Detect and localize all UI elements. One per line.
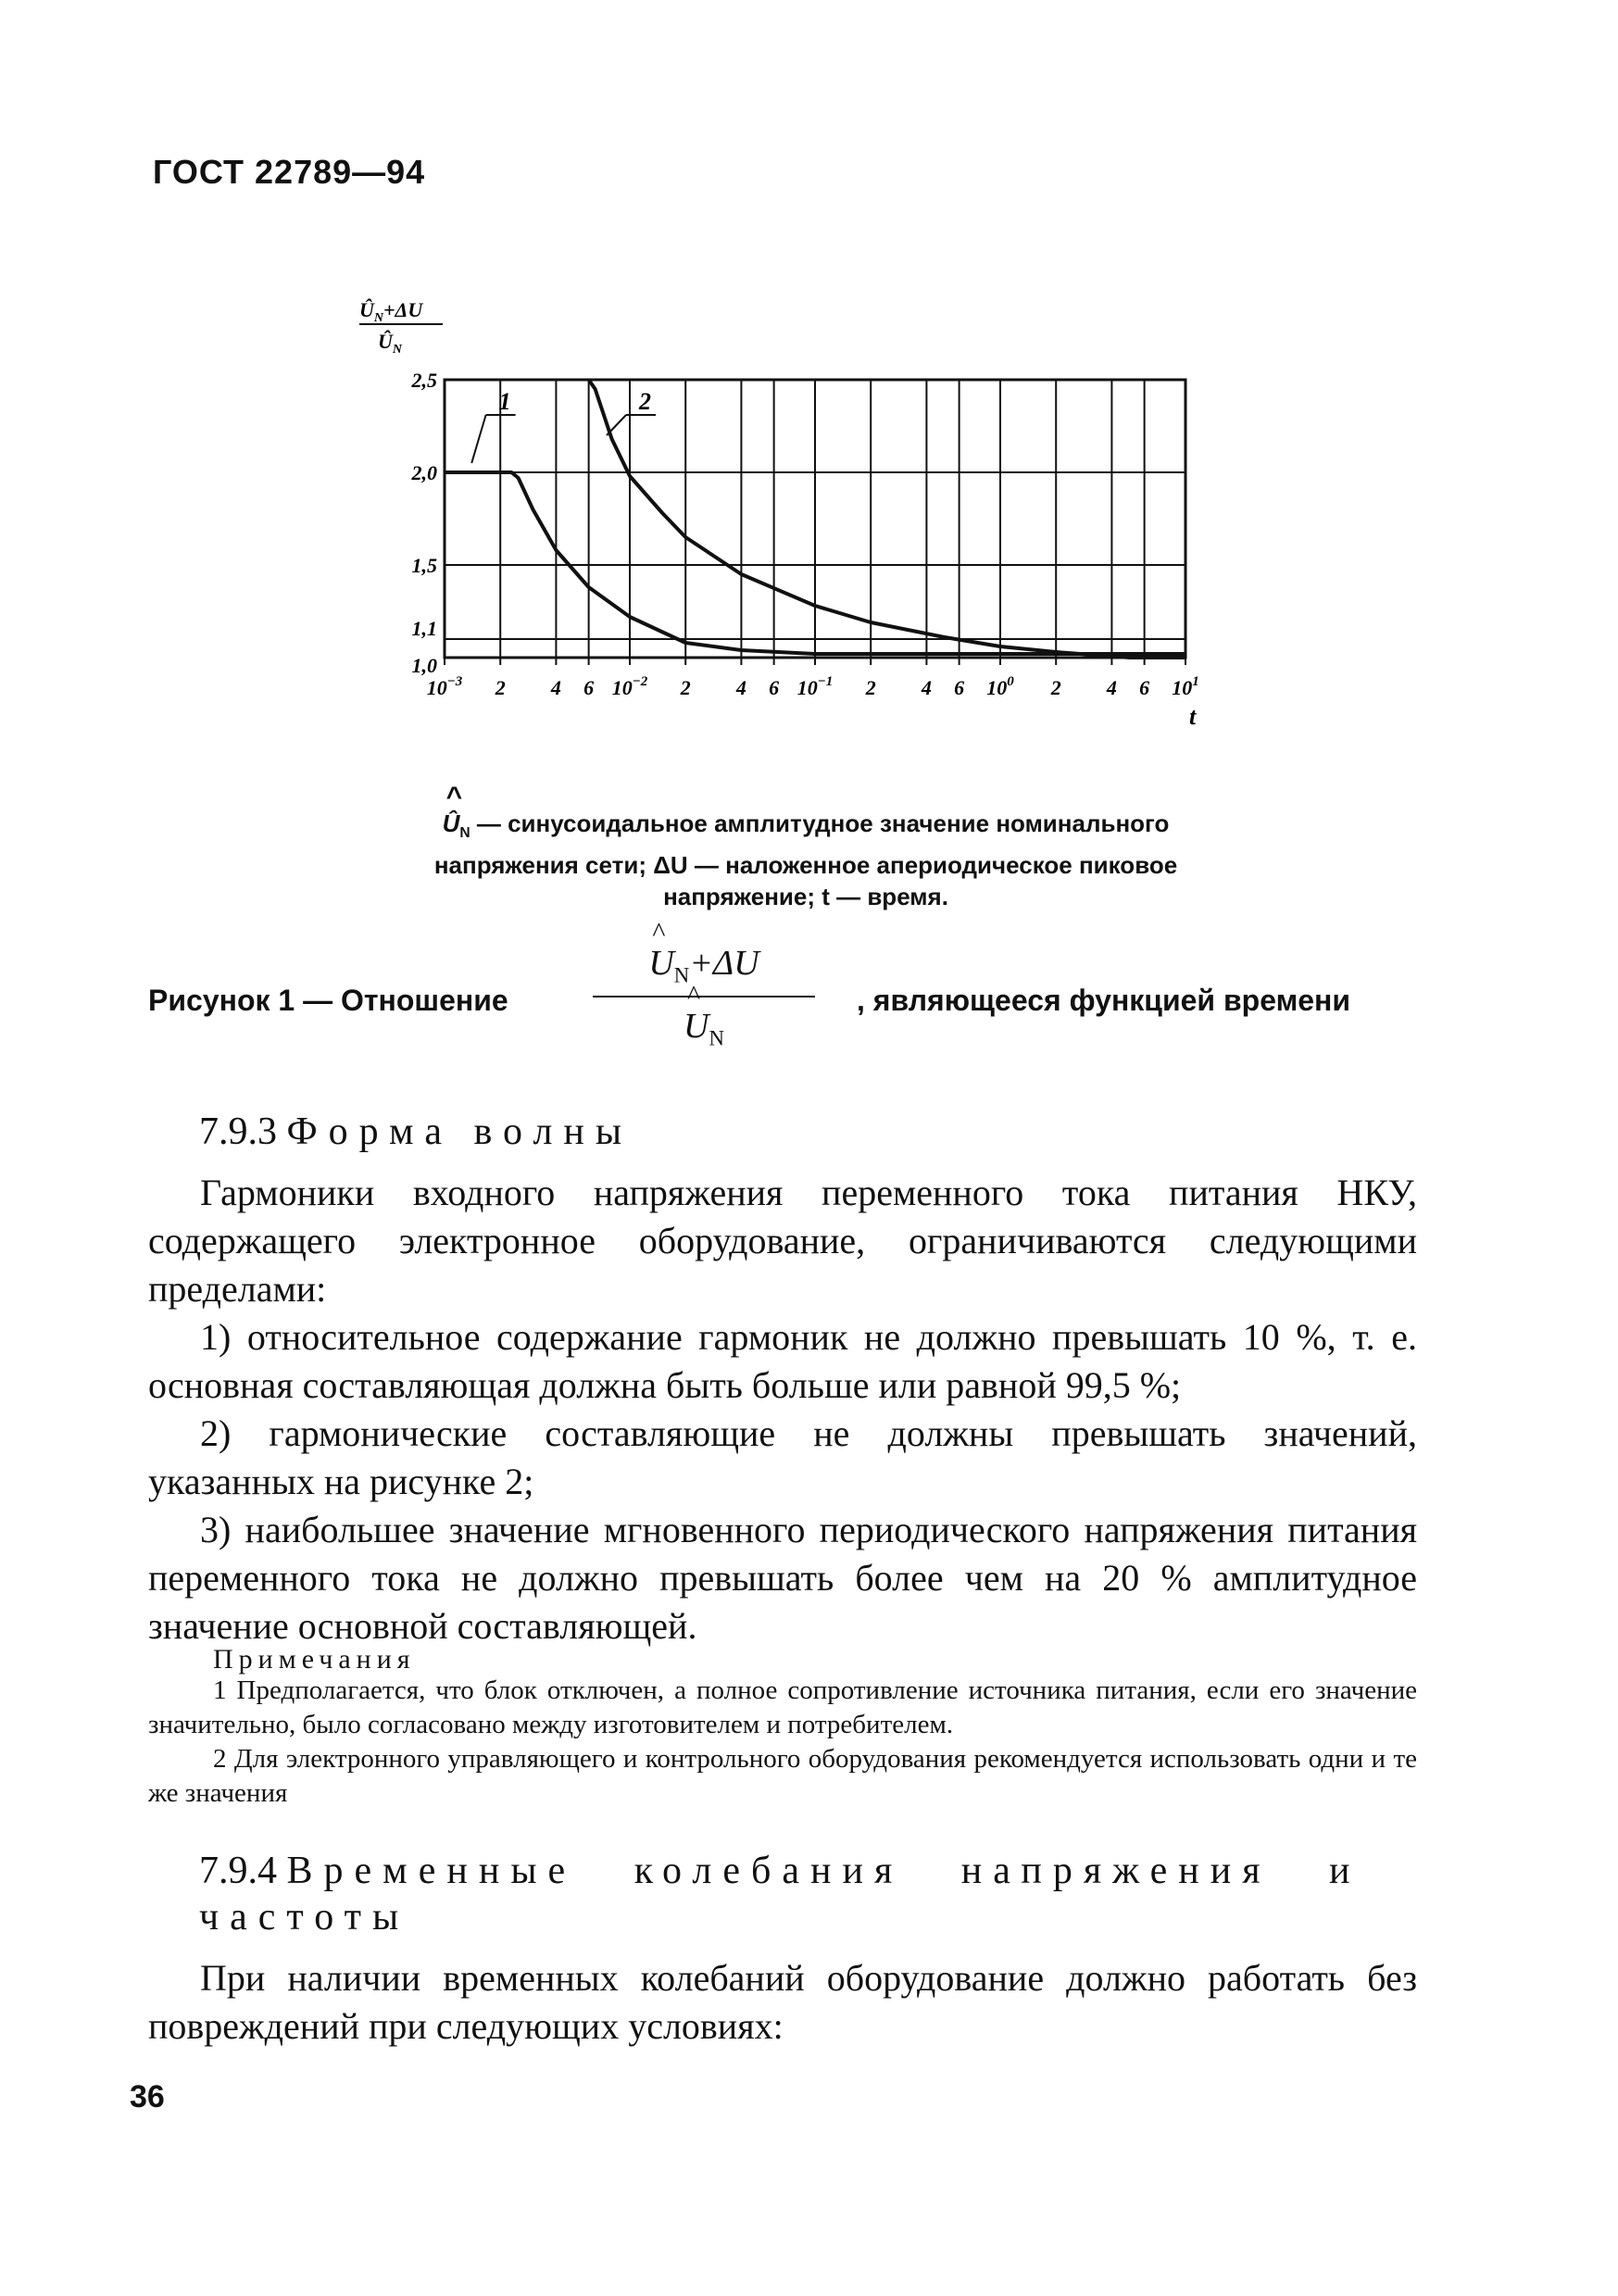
figure-legend-text <box>366 808 1246 912</box>
notes-body <box>148 1674 1417 1811</box>
figure-caption-suffix: , являющееся функцией времени <box>857 984 1351 1017</box>
document-header: ГОСТ 22789—94 <box>153 153 426 191</box>
y-axis-label <box>359 298 443 357</box>
series-2-leader <box>607 415 626 435</box>
figure-caption-fraction <box>556 935 852 1056</box>
x-tick-label: 4 <box>921 676 932 699</box>
x-tick-labels <box>427 674 1199 699</box>
section-heading-7-9-3 <box>199 1110 633 1154</box>
x-tick-label: 2 <box>1050 676 1061 699</box>
note-1: 1 Предполагается, что блок отключен, а полное сопротивление источника питания, если его значение значительно, было согласовано между изготовителем и потребителем. <box>148 1675 1417 1739</box>
voltage-ratio-chart <box>333 278 1260 778</box>
y-axis-label-denominator: $Û_N$ <box>378 330 403 357</box>
x-axis-label: t <box>1189 703 1197 730</box>
figure-legend-line-2: напряжения сети; ΔU — наложенное апериодическое пиковое <box>433 851 1178 880</box>
x-tick-label: $10^0$ <box>986 674 1014 699</box>
list-item-1: 1) относительное содержание гармоник не должно превышать 10 %, т. е. основная составляющая должна быть больше или равной 99,5 %; <box>148 1316 1417 1406</box>
paragraph-7-9-4: При наличии временных колебаний оборудование должно работать без повреждений при следующих условиях: <box>148 1957 1417 2047</box>
y-tick-labels <box>411 369 438 677</box>
series-1-leader <box>471 415 485 463</box>
x-tick-label: $10^1$ <box>1172 674 1199 699</box>
section-heading-7-9-4 <box>199 1848 1412 1940</box>
section-title: Форма волны <box>286 1110 633 1153</box>
y-tick-label: 1,5 <box>411 554 437 577</box>
y-axis-label-numerator: $Û_N+\Delta U$ <box>359 298 423 325</box>
fraction-numerator: ^ $U_N+\Delta U$ <box>556 943 852 988</box>
figure-caption-prefix: Рисунок 1 — Отношение <box>148 984 508 1017</box>
x-tick-exponent: −3 <box>446 674 463 689</box>
x-tick-label: $10^{-2}$ <box>611 674 648 699</box>
fraction-denominator: ^ $U_N$ <box>556 1006 852 1051</box>
x-tick-label: 4 <box>1106 676 1117 699</box>
figure-legend-line-3: напряжение; t — время. <box>663 883 948 911</box>
x-tick-label: 6 <box>1139 676 1150 699</box>
y-tick-label: 1,1 <box>411 617 437 640</box>
series-2-line <box>589 380 1185 658</box>
x-tick-label: 6 <box>583 676 595 699</box>
series-1-label: 1 <box>498 388 511 415</box>
x-tick-exponent: −2 <box>632 674 648 689</box>
section-7-9-3-body <box>148 1169 1417 1650</box>
x-tick-label: 2 <box>495 676 506 699</box>
paragraph-intro: Гармоники входного напряжения переменного тока питания НКУ, содержащего электронное оборудование, ограничиваются следующими пределами: <box>148 1172 1417 1310</box>
x-tick-exponent: −1 <box>817 674 834 689</box>
note-2: 2 Для электронного управляющего и контрольного оборудования рекомендуется использовать одни и те же значения <box>148 1744 1417 1808</box>
x-tick-label: 6 <box>769 676 780 699</box>
x-tick-label: 2 <box>865 676 876 699</box>
y-tick-label: 2,0 <box>411 461 437 484</box>
section-number: 7.9.4 <box>199 1850 277 1892</box>
section-title: Временные колебания напряжения и частоты <box>199 1850 1361 1938</box>
figure-caption <box>148 935 1537 1056</box>
series-2-label: 2 <box>639 388 651 415</box>
x-tick-label: $10^{-1}$ <box>796 674 834 699</box>
x-tick-label: 4 <box>735 676 746 699</box>
section-7-9-4-body <box>148 1954 1417 2051</box>
x-tick-label: $10^{-3}$ <box>426 674 463 699</box>
chart-grid <box>445 380 1185 665</box>
y-tick-label: 2,5 <box>411 369 437 392</box>
fraction-bar <box>593 996 815 997</box>
x-tick-label: 4 <box>550 676 561 699</box>
x-tick-exponent: 1 <box>1192 674 1199 689</box>
y-tick-label: 1,0 <box>411 654 437 677</box>
x-tick-label: 2 <box>680 676 691 699</box>
list-item-2: 2) гармонические составляющие не должны превышать значений, указанных на рисунке 2; <box>148 1412 1417 1502</box>
list-item-3: 3) наибольшее значение мгновенного периодического напряжения питания переменного тока не должно превышать более чем на 20 % амплитудное значение основной составляющей. <box>148 1509 1417 1647</box>
x-tick-label: 6 <box>954 676 965 699</box>
figure-legend-line-1: ^ $Û_N$ — синусоидальное амплитудное значение номинального <box>366 808 1246 849</box>
notes-heading: Примечания <box>213 1644 416 1675</box>
section-number: 7.9.3 <box>199 1110 277 1153</box>
x-tick-exponent: 0 <box>1007 674 1014 689</box>
page-number: 36 <box>130 2079 165 2114</box>
